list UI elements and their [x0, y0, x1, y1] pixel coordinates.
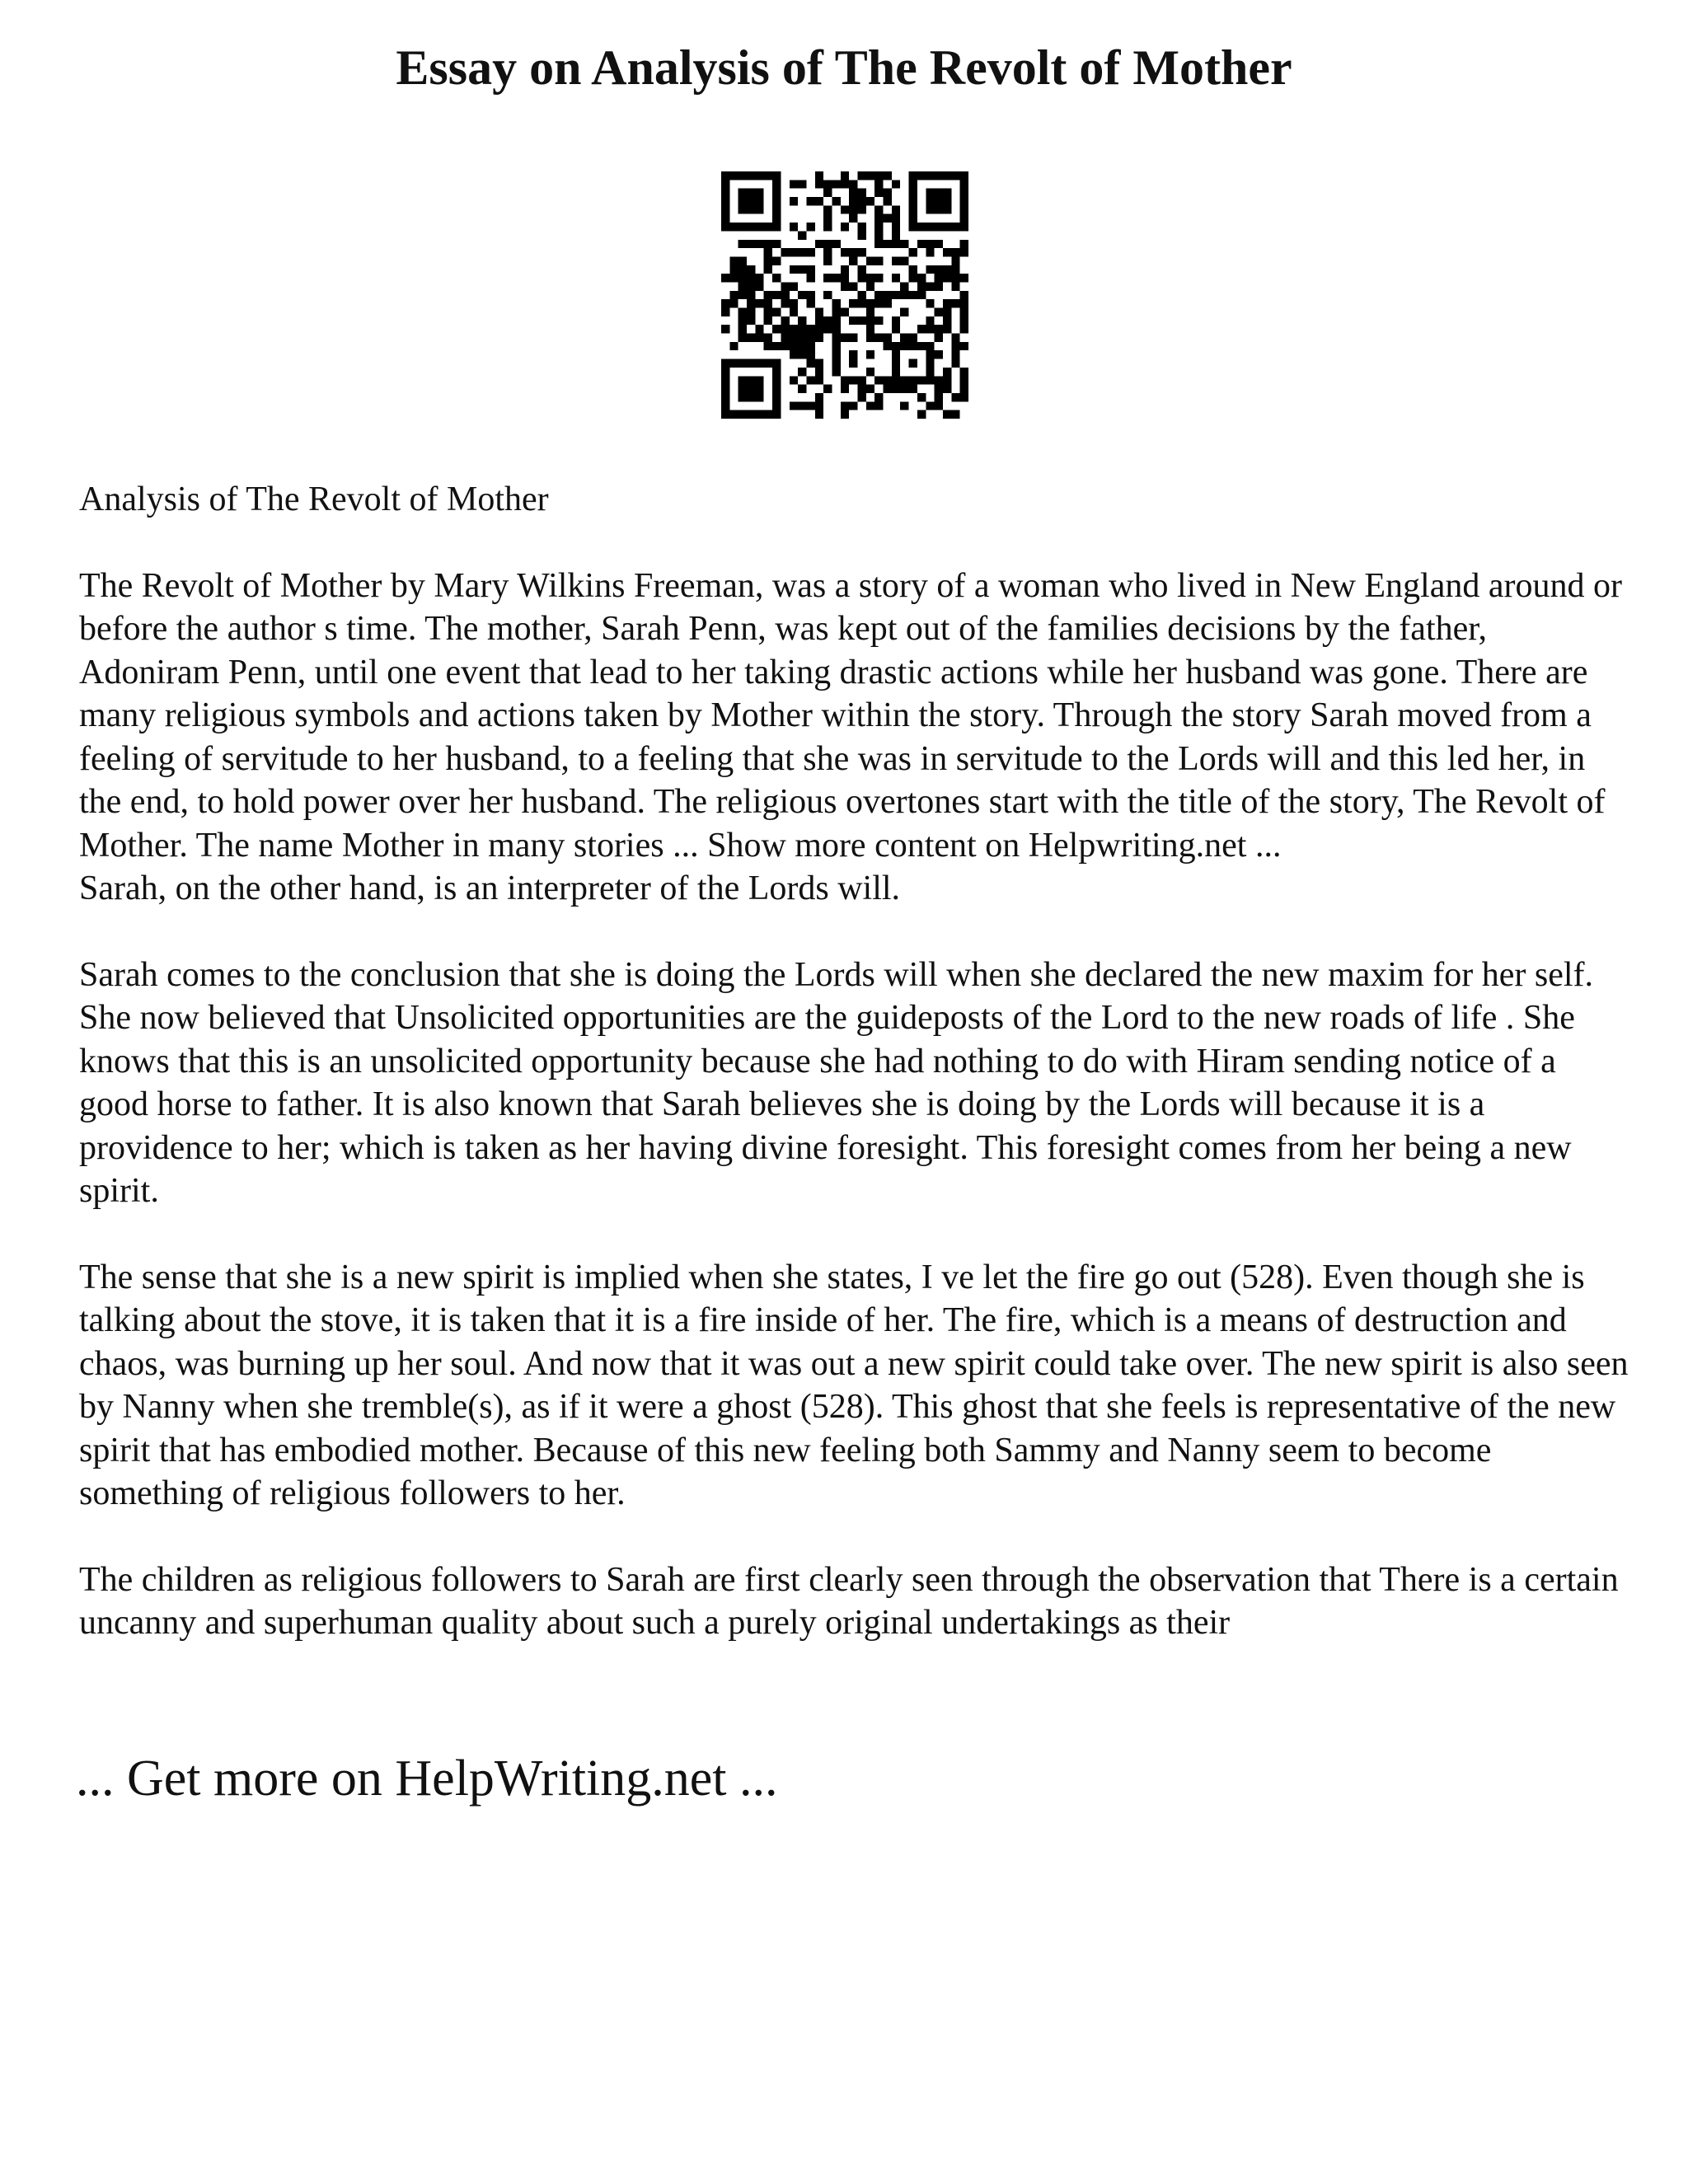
paragraph-2: Sarah, on the other hand, is an interpreter of the Lords will. [79, 869, 901, 907]
paragraph-5: The children as religious followers to Sarah are first clearly seen through the observation that There is a certain uncanny and superhuman quality about such a purely original undertakings as their [79, 1560, 1619, 1642]
paragraph-1: The Revolt of Mother by Mary Wilkins Freeman, was a story of a woman who lived in New England around or before the author s time. The mother, Sarah Penn, was kept out of the families decisions by the father, Adoniram Penn, until one event that lead to her taking drastic actions while her husband was gone. There are many religious symbols and actions taken by Mother within the story. Through the story Sarah moved from a feeling of servitude to her husband, to a feeling that she was in servitude to the Lords will and this led her, in the end, to hold power over her husband. The religious overtones start with the title of the story, The Revolt of Mother. The name Mother in many stories ... Show more content on Helpwriting.net ... [79, 566, 1622, 865]
document-body [79, 478, 1629, 1688]
qr-code-graphic [721, 171, 968, 419]
section-heading: Analysis of The Revolt of Mother [79, 480, 549, 518]
get-more-link[interactable]: ... Get more on HelpWriting.net ... [76, 1750, 778, 1807]
paragraph-4: The sense that she is a new spirit is implied when she states, I ve let the fire go out (528). Even though she is talking about the stove, it is taken that it is a fire inside of her. The fire, which is a means of destruction and chaos, was burning up her soul. And now that it was out a new spirit could take over. The new spirit is also seen by Nanny when she tremble(s), as if it were a ghost (528). This ghost that she feels is representative of the new spirit that has embodied mother. Because of this new feeling both Sammy and Nanny seem to become something of religious followers to her. [79, 1258, 1629, 1512]
qr-code-icon[interactable] [721, 171, 968, 419]
paragraph-3: Sarah comes to the conclusion that she is doing the Lords will when she declared the new maxim for her self. She now believed that Unsolicited opportunities are the guideposts of the Lord to the new roads of life . She knows that this is an unsolicited opportunity because she had nothing to do with Hiram sending notice of a good horse to father. It is also known that Sarah believes she is doing by the Lords will because it is a providence to her; which is taken as her having divine foresight. This foresight comes from her being a new spirit. [79, 955, 1594, 1210]
document-title: Essay on Analysis of The Revolt of Mother [396, 40, 1292, 95]
